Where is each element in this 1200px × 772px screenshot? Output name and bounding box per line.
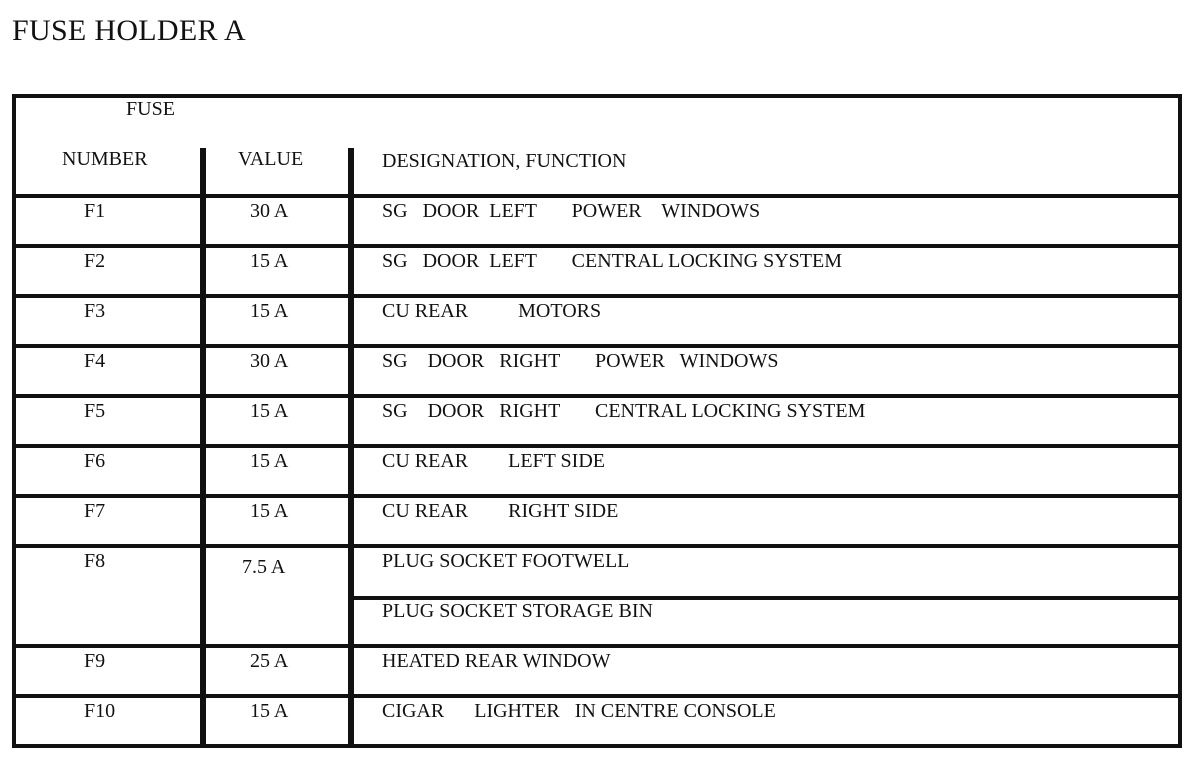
fuse-designation: PLUG SOCKET STORAGE BIN [382,600,653,622]
fuse-value: 7.5 A [242,556,286,578]
table-row [16,348,1178,398]
fuse-number: F4 [84,350,106,372]
fuse-value: 15 A [250,300,289,322]
fuse-designation: CU REAR RIGHT SIDE [382,500,619,522]
table-row [16,198,1178,248]
table-row [16,498,1178,548]
fuse-designation: SG DOOR RIGHT POWER WINDOWS [382,350,779,372]
fuse-value: 25 A [250,650,289,672]
fuse-designation: CU REAR LEFT SIDE [382,450,605,472]
fuse-designation: CIGAR LIGHTER IN CENTRE CONSOLE [382,700,776,722]
fuse-number: F9 [84,650,106,672]
fuse-designation: PLUG SOCKET FOOTWELL [382,550,630,572]
table-row [16,448,1178,498]
fuse-number: F8 [84,550,106,572]
fuse-designation: SG DOOR LEFT CENTRAL LOCKING SYSTEM [382,250,843,272]
fuse-value: 15 A [250,500,289,522]
fuse-number: F2 [84,250,106,272]
column-divider [348,148,354,748]
fuse-designation: CU REAR MOTORS [382,300,602,322]
fuse-value: 15 A [250,700,289,722]
fuse-value: 30 A [250,350,289,372]
table-row [16,698,1178,748]
fuse-number: F7 [84,500,106,522]
header-fuse: FUSE [126,98,175,120]
header-value: VALUE [238,148,304,170]
fuse-number: F10 [84,700,116,722]
fuse-number: F1 [84,200,106,222]
fuse-number: F6 [84,450,106,472]
fuse-designation: HEATED REAR WINDOW [382,650,611,672]
table-row [16,398,1178,448]
fuse-value: 15 A [250,400,289,422]
fuse-table [12,94,1182,748]
table-row [16,648,1178,698]
table-row [16,248,1178,298]
fuse-value: 30 A [250,200,289,222]
fuse-value: 15 A [250,450,289,472]
fuse-number: F5 [84,400,106,422]
fuse-designation: SG DOOR LEFT POWER WINDOWS [382,200,761,222]
fuse-value: 15 A [250,250,289,272]
table-row [16,548,1178,648]
header-number: NUMBER [62,148,148,170]
header-designation: DESIGNATION, FUNCTION [382,150,627,172]
column-divider [200,148,206,748]
table-row [16,298,1178,348]
fuse-number: F3 [84,300,106,322]
page-title: FUSE HOLDER A [12,14,246,47]
fuse-designation: SG DOOR RIGHT CENTRAL LOCKING SYSTEM [382,400,866,422]
